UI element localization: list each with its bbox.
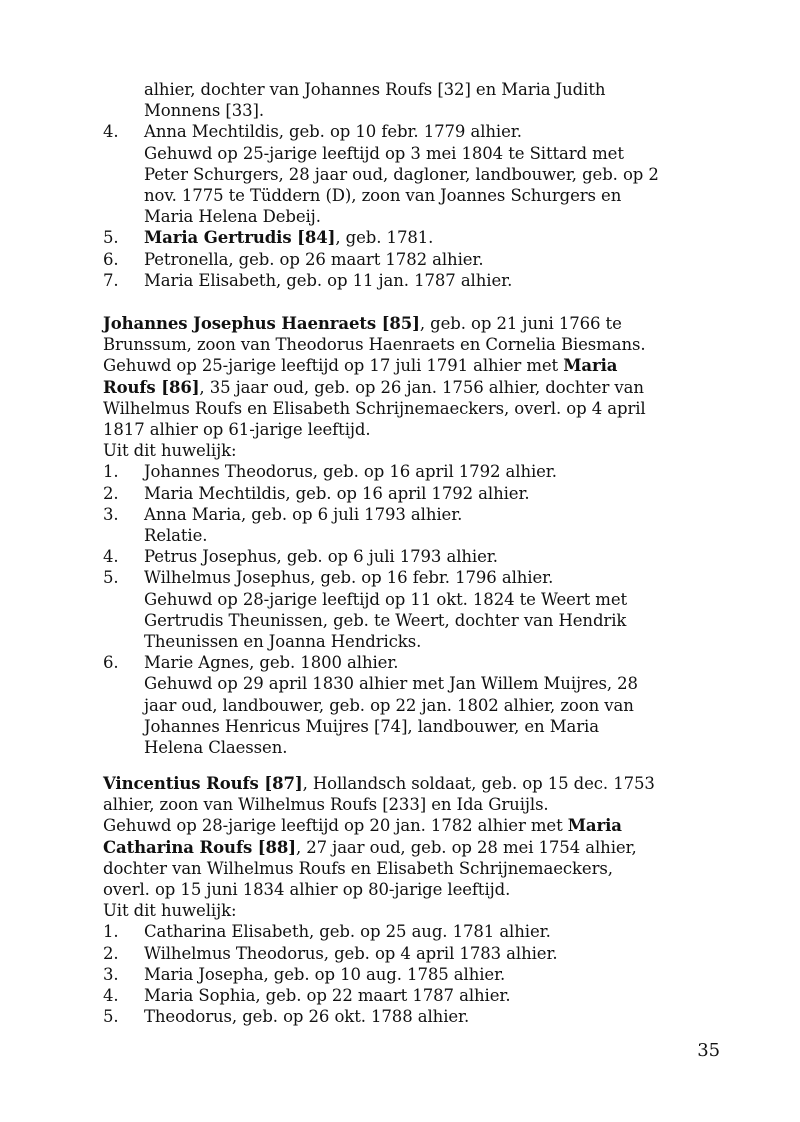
continuation-section: [103, 79, 723, 291]
text-run: Wilhelmus Josephus, geb. op 16 febr. 1796 alhier.: [144, 568, 554, 588]
text-run: Theodorus, geb. op 26 okt. 1788 alhier.: [144, 1007, 470, 1027]
item-detail-line: Gehuwd op 25-jarige leeftijd op 3 mei 1804 te Sittard met: [144, 143, 624, 163]
list-item: [103, 985, 723, 1006]
item-text: [144, 227, 723, 248]
item-number: 5.: [103, 228, 119, 248]
text-line: [103, 313, 723, 334]
item-number: 3.: [103, 504, 119, 524]
text-run: , geb. 1781.: [335, 228, 434, 248]
item-detail-line: Maria Helena Debeij.: [144, 207, 321, 227]
list-item: [103, 964, 723, 985]
item-number: 2.: [103, 483, 119, 503]
text-line: [103, 879, 723, 900]
text-run: Gehuwd op 28-jarige leeftijd op 20 jan. 1782 alhier met: [103, 816, 568, 836]
text-run: Catharina Elisabeth, geb. op 25 aug. 1781 alhier.: [144, 922, 551, 942]
bold-name: Roufs [86]: [103, 377, 200, 397]
text-line: [103, 398, 723, 419]
item-text: [144, 504, 723, 525]
item-text: [144, 249, 723, 270]
item-number: 6.: [103, 249, 119, 269]
text-line: [103, 794, 723, 815]
item-text: [144, 483, 723, 504]
item-number: 2.: [103, 943, 119, 963]
item-detail-line: Peter Schurgers, 28 jaar oud, dagloner, landbouwer, geb. op 2: [144, 164, 659, 184]
list-item: [103, 652, 723, 758]
text-run: Wilhelmus Roufs en Elisabeth Schrijnemaeckers, overl. op 4 april: [103, 398, 646, 418]
item-detail-line: Gehuwd op 28-jarige leeftijd op 11 okt. 1824 te Weert met: [144, 589, 628, 609]
item-detail-line: nov. 1775 te Tüddern (D), zoon van Joannes Schurgers en: [144, 186, 622, 206]
text-run: Petronella, geb. op 26 maart 1782 alhier.: [144, 249, 484, 269]
item-number: 5.: [103, 1007, 119, 1027]
text-run: Uit dit huwelijk:: [103, 441, 237, 461]
text-line: [103, 858, 723, 879]
text-run: , Hollandsch soldaat, geb. op 15 dec. 1753: [302, 774, 655, 793]
text-line: [103, 900, 723, 921]
text-run: Wilhelmus Theodorus, geb. op 4 april 1783 alhier.: [144, 943, 558, 963]
item-text: [144, 461, 723, 482]
text-run: , geb. op 21 juni 1766 te: [419, 314, 622, 333]
item-detail-line: Helena Claessen.: [144, 738, 288, 758]
item-number: 1.: [103, 462, 119, 482]
item-text: [144, 270, 723, 291]
text-run: Johannes Theodorus, geb. op 16 april 1792 alhier.: [144, 462, 557, 482]
text-line: [103, 377, 723, 398]
continuation-text: [103, 79, 723, 121]
item-text: [144, 1006, 723, 1027]
text-line: [103, 334, 723, 355]
text-run: Maria Josepha, geb. op 10 aug. 1785 alhier.: [144, 964, 506, 984]
text-run: alhier, zoon van Wilhelmus Roufs [233] en Ida Gruijls.: [103, 795, 549, 815]
text-run: Anna Maria, geb. op 6 juli 1793 alhier.: [144, 504, 463, 524]
text-run: , 35 jaar oud, geb. op 26 jan. 1756 alhier, dochter van: [199, 377, 644, 397]
item-text: [144, 943, 723, 964]
item-text: [144, 964, 723, 985]
item-text: [144, 121, 723, 142]
item-detail-line: Theunissen en Joanna Hendricks.: [144, 632, 422, 652]
list-item: [103, 546, 723, 567]
text-run: Maria Elisabeth, geb. op 11 jan. 1787 alhier.: [144, 270, 513, 290]
item-text: [144, 921, 723, 942]
text-run: 1817 alhier op 61-jarige leeftijd.: [103, 420, 371, 440]
text-run: Gehuwd op 25-jarige leeftijd op 17 juli 1791 alhier met: [103, 356, 564, 376]
text-line: [103, 355, 723, 376]
children-list: [103, 121, 723, 291]
bold-name: Vincentius Roufs [87]: [103, 774, 303, 793]
bold-name: Catharina Roufs [88]: [103, 837, 296, 857]
children-list: [103, 921, 723, 1027]
family-paragraph: [103, 773, 723, 921]
item-detail-line: Johannes Henricus Muijres [74], landbouwer, en Maria: [144, 716, 599, 736]
text-run: Maria Sophia, geb. op 22 maart 1787 alhier.: [144, 986, 511, 1006]
item-text: [144, 546, 723, 567]
item-number: 4.: [103, 547, 119, 567]
item-number: 6.: [103, 653, 119, 673]
list-item: [103, 227, 723, 248]
item-number: 7.: [103, 270, 119, 290]
list-item: [103, 504, 723, 546]
text-line: [103, 815, 723, 836]
family-entry-haenraets: [103, 313, 723, 758]
list-item: [103, 921, 723, 942]
list-item: [103, 461, 723, 482]
item-text: [144, 985, 723, 1006]
item-text: [144, 652, 723, 673]
text-run: Brunssum, zoon van Theodorus Haenraets en Cornelia Biesmans.: [103, 335, 646, 355]
list-item: [103, 483, 723, 504]
text-run: Maria Mechtildis, geb. op 16 april 1792 alhier.: [144, 483, 530, 503]
text-run: Anna Mechtildis, geb. op 10 febr. 1779 alhier.: [144, 122, 522, 142]
bold-name: Johannes Josephus Haenraets [85]: [103, 314, 420, 333]
text-run: overl. op 15 juni 1834 alhier op 80-jarige leeftijd.: [103, 880, 511, 900]
item-detail-line: Gehuwd op 29 april 1830 alhier met Jan Willem Muijres, 28: [144, 674, 638, 694]
item-number: 1.: [103, 922, 119, 942]
page-number: 35: [697, 1040, 720, 1061]
item-detail-line: jaar oud, landbouwer, geb. op 22 jan. 1802 alhier, zoon van: [144, 695, 634, 715]
text-line: Monnens [33].: [144, 101, 265, 121]
children-list: [103, 461, 723, 758]
item-number: 4.: [103, 122, 119, 142]
bold-name: Maria: [563, 356, 618, 376]
text-line: [103, 440, 723, 461]
item-detail-line: Gertrudis Theunissen, geb. te Weert, dochter van Hendrik: [144, 610, 627, 630]
text-line: [103, 837, 723, 858]
item-text: [144, 567, 723, 588]
item-number: 3.: [103, 964, 119, 984]
text-run: Petrus Josephus, geb. op 6 juli 1793 alhier.: [144, 547, 498, 567]
bold-name: Maria: [567, 816, 622, 836]
text-line: alhier, dochter van Johannes Roufs [32] en Maria Judith: [144, 80, 606, 99]
item-detail-line: Relatie.: [144, 526, 208, 546]
text-run: dochter van Wilhelmus Roufs en Elisabeth Schrijnemaeckers,: [103, 858, 613, 878]
bold-name: Maria Gertrudis [84]: [144, 228, 336, 248]
item-number: 5.: [103, 568, 119, 588]
text-line: [103, 773, 723, 794]
list-item: [103, 943, 723, 964]
list-item: [103, 1006, 723, 1027]
text-run: Marie Agnes, geb. 1800 alhier.: [144, 653, 399, 673]
item-number: 4.: [103, 986, 119, 1006]
list-item: [103, 249, 723, 270]
text-run: Uit dit huwelijk:: [103, 901, 237, 921]
list-item: [103, 121, 723, 227]
family-paragraph: [103, 313, 723, 461]
list-item: [103, 270, 723, 291]
text-run: , 27 jaar oud, geb. op 28 mei 1754 alhier,: [295, 837, 637, 857]
text-line: [103, 419, 723, 440]
list-item: [103, 567, 723, 652]
family-entry-roufs: [103, 773, 723, 1027]
